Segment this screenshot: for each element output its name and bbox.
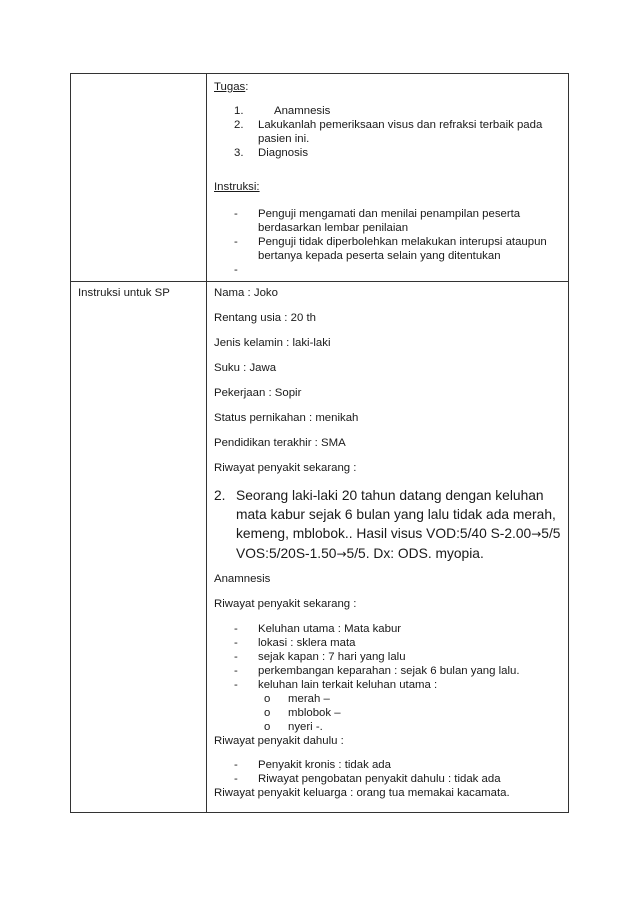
rpk-text: Riwayat penyakit keluarga : orang tua memakai kacamata. xyxy=(214,787,510,799)
list-item xyxy=(214,146,561,160)
sp-row-label: Instruksi untuk SP xyxy=(78,287,170,299)
item-text: Penguji tidak diperbolehkan melakukan interupsi ataupun bertanya kepada peserta selain yang ditentukan xyxy=(258,236,547,262)
instruksi-heading: Instruksi: xyxy=(214,181,260,193)
list-item xyxy=(214,692,561,706)
task-row xyxy=(71,74,569,282)
list-item xyxy=(214,678,561,692)
tugas-colon: : xyxy=(245,81,249,93)
item-text: Penyakit kronis : tidak ada xyxy=(258,759,391,771)
tugas-heading xyxy=(214,80,561,94)
dash-marker: - xyxy=(234,665,238,677)
list-item xyxy=(214,622,561,636)
item-text: Lakukanlah pemeriksaan visus dan refraksi terbaik pada pasien ini. xyxy=(258,119,543,145)
dash-marker: - xyxy=(234,264,238,276)
item-text: Diagnosis xyxy=(258,147,309,159)
case-description xyxy=(214,486,561,564)
rps-heading-2: Riwayat penyakit sekarang : xyxy=(214,598,357,610)
item-text: Penguji mengamati dan menilai penampilan peserta berdasarkan lembar penilaian xyxy=(258,208,521,234)
task-row-content-cell xyxy=(207,74,569,282)
item-text: mblobok – xyxy=(288,707,341,719)
sp-row xyxy=(71,282,569,813)
case-table xyxy=(70,73,569,813)
rps-heading: Riwayat penyakit sekarang : xyxy=(214,462,357,474)
patient-age: Rentang usia : 20 th xyxy=(214,312,316,324)
case-text: 5/5. Dx: ODS. myopia. xyxy=(346,546,484,561)
list-item xyxy=(214,263,561,277)
list-item xyxy=(214,720,561,734)
rps-list xyxy=(214,622,561,692)
patient-education: Pendidikan terakhir : SMA xyxy=(214,437,346,449)
patient-occupation: Pekerjaan : Sopir xyxy=(214,387,302,399)
item-text: Riwayat pengobatan penyakit dahulu : tidak ada xyxy=(258,773,501,785)
dash-marker: - xyxy=(234,651,238,663)
patient-marital-status: Status pernikahan : menikah xyxy=(214,412,359,424)
list-item xyxy=(214,664,561,678)
item-text: merah – xyxy=(288,693,330,705)
patient-sex: Jenis kelamin : laki-laki xyxy=(214,337,331,349)
dash-marker: - xyxy=(234,623,238,635)
anamnesis-heading: Anamnesis xyxy=(214,573,271,585)
sp-row-content-cell xyxy=(207,282,569,813)
tugas-list xyxy=(214,104,561,160)
item-text: nyeri -. xyxy=(288,721,323,733)
item-number: 2. xyxy=(234,119,244,131)
dash-marker: - xyxy=(234,773,238,785)
list-item xyxy=(214,772,561,786)
item-number: 3. xyxy=(234,147,244,159)
item-text: lokasi : sklera mata xyxy=(258,637,356,649)
list-item xyxy=(214,235,561,263)
list-item xyxy=(214,706,561,720)
tugas-label: Tugas xyxy=(214,81,246,93)
circle-bullet-icon: o xyxy=(264,707,271,719)
dash-marker: - xyxy=(234,759,238,771)
dash-marker: - xyxy=(234,208,238,220)
dash-marker: - xyxy=(234,637,238,649)
list-item xyxy=(214,207,561,235)
rpd-list xyxy=(214,758,561,786)
sp-row-label-cell xyxy=(71,282,207,813)
item-number: 1. xyxy=(234,105,244,117)
circle-bullet-icon: o xyxy=(264,721,271,733)
list-item xyxy=(214,636,561,650)
list-item xyxy=(214,118,561,146)
task-row-label-cell xyxy=(71,74,207,282)
case-text: Seorang laki-laki 20 tahun datang dengan keluhan mata kabur sejak 6 bulan yang lalu tidak ada merah, kemeng, mblobok.. Hasil visus VOD:5/40 S-2.00 xyxy=(236,488,556,541)
arrow-icon: → xyxy=(336,547,347,561)
item-text: sejak kapan : 7 hari yang lalu xyxy=(258,651,406,663)
patient-name: Nama : Joko xyxy=(214,287,278,299)
arrow-icon: → xyxy=(531,527,542,541)
list-item xyxy=(214,104,561,118)
case-text: 5/5 VOS:5/20S-1.50 xyxy=(236,526,561,561)
item-text: Keluhan utama : Mata kabur xyxy=(258,623,402,635)
keluhan-sub-list xyxy=(214,692,561,734)
item-text: Anamnesis xyxy=(274,105,331,117)
list-item xyxy=(214,758,561,772)
list-item xyxy=(214,650,561,664)
item-text: perkembangan keparahan : sejak 6 bulan yang lalu. xyxy=(258,665,520,677)
dash-marker: - xyxy=(234,236,238,248)
dash-marker: - xyxy=(234,679,238,691)
rpd-heading: Riwayat penyakit dahulu : xyxy=(214,735,344,747)
circle-bullet-icon: o xyxy=(264,693,271,705)
item-text: keluhan lain terkait keluhan utama : xyxy=(258,679,438,691)
patient-ethnicity: Suku : Jawa xyxy=(214,362,277,374)
instruksi-list xyxy=(214,207,561,277)
case-number: 2. xyxy=(214,488,226,503)
